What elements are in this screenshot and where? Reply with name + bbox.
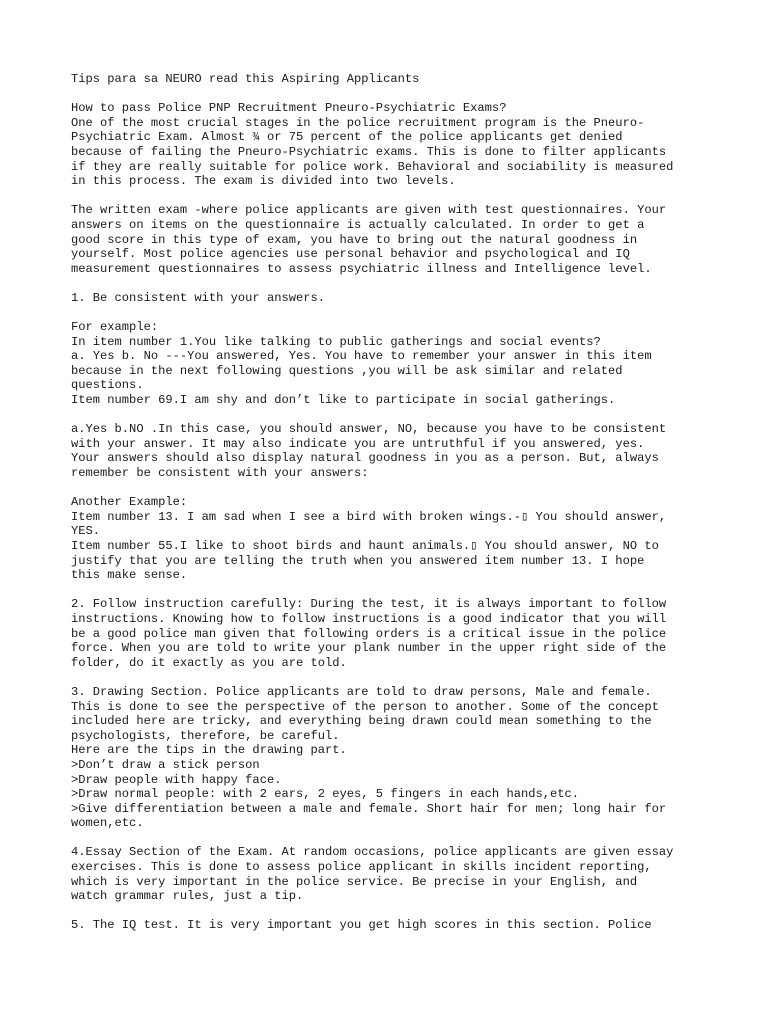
text-line: a. Yes b. No ---You answered, Yes. You have to remember your answer in this item bbox=[71, 349, 652, 364]
paragraph bbox=[71, 320, 711, 408]
text-line: Item number 55.I like to shoot birds and haunt animals.▯ You should answer, NO to bbox=[71, 539, 659, 553]
text-line: One of the most crucial stages in the police recruitment program is the Pneuro- bbox=[71, 115, 645, 130]
text-line: women,etc. bbox=[71, 816, 144, 831]
text-line: in this process. The exam is divided into two levels. bbox=[71, 174, 456, 189]
paragraph bbox=[71, 101, 711, 189]
paragraph bbox=[71, 597, 711, 670]
text-line: a.Yes b.NO .In this case, you should answer, NO, because you have to be consistent bbox=[71, 422, 667, 437]
text-line: In item number 1.You like talking to public gatherings and social events? bbox=[71, 334, 601, 349]
paragraph bbox=[71, 72, 711, 87]
text-line: How to pass Police PNP Recruitment Pneuro-Psychiatric Exams? bbox=[71, 101, 507, 116]
text-line: >Give differentiation between a male and female. Short hair for men; long hair for bbox=[71, 801, 667, 816]
text-line: Psychiatric Exam. Almost ¾ or 75 percent of the police applicants get denied bbox=[71, 130, 623, 145]
text-line: measurement questionnaires to assess psychiatric illness and Intelligence level. bbox=[71, 261, 652, 276]
text-line: included here are tricky, and everything being drawn could mean something to the bbox=[71, 714, 652, 729]
text-line: because in the next following questions ,you will be ask similar and related bbox=[71, 363, 623, 378]
text-line: if they are really suitable for police work. Behavioral and sociability is measured bbox=[71, 159, 674, 174]
text-line: folder, do it exactly as you are told. bbox=[71, 655, 347, 670]
text-line: Your answers should also display natural goodness in you as a person. But, always bbox=[71, 451, 659, 466]
text-line: 4.Essay Section of the Exam. At random occasions, police applicants are given essay bbox=[71, 845, 674, 860]
text-line: Tips para sa NEURO read this Aspiring Applicants bbox=[71, 72, 420, 86]
text-line: The written exam -where police applicants are given with test questionnaires. Your bbox=[71, 203, 667, 218]
text-line: This is done to see the perspective of the person to another. Some of the concept bbox=[71, 699, 659, 714]
text-line: with your answer. It may also indicate you are untruthful if you answered, yes. bbox=[71, 436, 645, 451]
paragraph bbox=[71, 918, 711, 933]
paragraph bbox=[71, 203, 711, 276]
text-line: Here are the tips in the drawing part. bbox=[71, 743, 347, 758]
text-line: >Draw people with happy face. bbox=[71, 772, 282, 787]
text-line: Item number 69.I am shy and don’t like to participate in social gatherings. bbox=[71, 393, 616, 408]
text-line: because of failing the Pneuro-Psychiatric exams. This is done to filter applicants bbox=[71, 144, 667, 159]
text-line: answers on items on the questionnaire is actually calculated. In order to get a bbox=[71, 217, 645, 232]
text-line: 5. The IQ test. It is very important you get high scores in this section. Police bbox=[71, 918, 652, 933]
text-line: instructions. Knowing how to follow instructions is a good indicator that you will bbox=[71, 611, 667, 626]
paragraph bbox=[71, 422, 711, 480]
text-line: remember be consistent with your answers: bbox=[71, 466, 369, 481]
paragraph bbox=[71, 495, 711, 583]
document-body bbox=[71, 72, 711, 948]
text-line: 1. Be consistent with your answers. bbox=[71, 290, 326, 305]
text-line: Item number 13. I am sad when I see a bird with broken wings.-▯ You should answer, bbox=[71, 509, 667, 524]
text-line: 3. Drawing Section. Police applicants are told to draw persons, Male and female. bbox=[71, 684, 652, 699]
text-line: For example: bbox=[71, 320, 159, 335]
text-line: yourself. Most police agencies use personal behavior and psychological and IQ bbox=[71, 247, 630, 262]
text-line: force. When you are told to write your plank number in the upper right side of the bbox=[71, 641, 667, 656]
text-line: >Don’t draw a stick person bbox=[71, 757, 260, 772]
text-line: Another Example: bbox=[71, 495, 188, 510]
text-line: psychologists, therefore, be careful. bbox=[71, 728, 340, 743]
text-line: this make sense. bbox=[71, 568, 188, 583]
text-line: 2. Follow instruction carefully: During the test, it is always important to follow bbox=[71, 597, 667, 612]
text-line: YES. bbox=[71, 524, 101, 539]
paragraph bbox=[71, 291, 711, 306]
text-line: exercises. This is done to assess police applicant in skills incident reporting, bbox=[71, 860, 652, 875]
text-line: justify that you are telling the truth when you answered item number 13. I hope bbox=[71, 553, 645, 568]
text-line: questions. bbox=[71, 378, 144, 393]
paragraph bbox=[71, 685, 711, 831]
text-line: be a good police man given that following orders is a critical issue in the police bbox=[71, 626, 667, 641]
text-line: which is very important in the police service. Be precise in your English, and bbox=[71, 874, 638, 889]
text-line: good score in this type of exam, you have to bring out the natural goodness in bbox=[71, 232, 638, 247]
text-line: watch grammar rules, just a tip. bbox=[71, 889, 304, 904]
text-line: >Draw normal people: with 2 ears, 2 eyes, 5 fingers in each hands,etc. bbox=[71, 787, 580, 802]
paragraph bbox=[71, 845, 711, 903]
